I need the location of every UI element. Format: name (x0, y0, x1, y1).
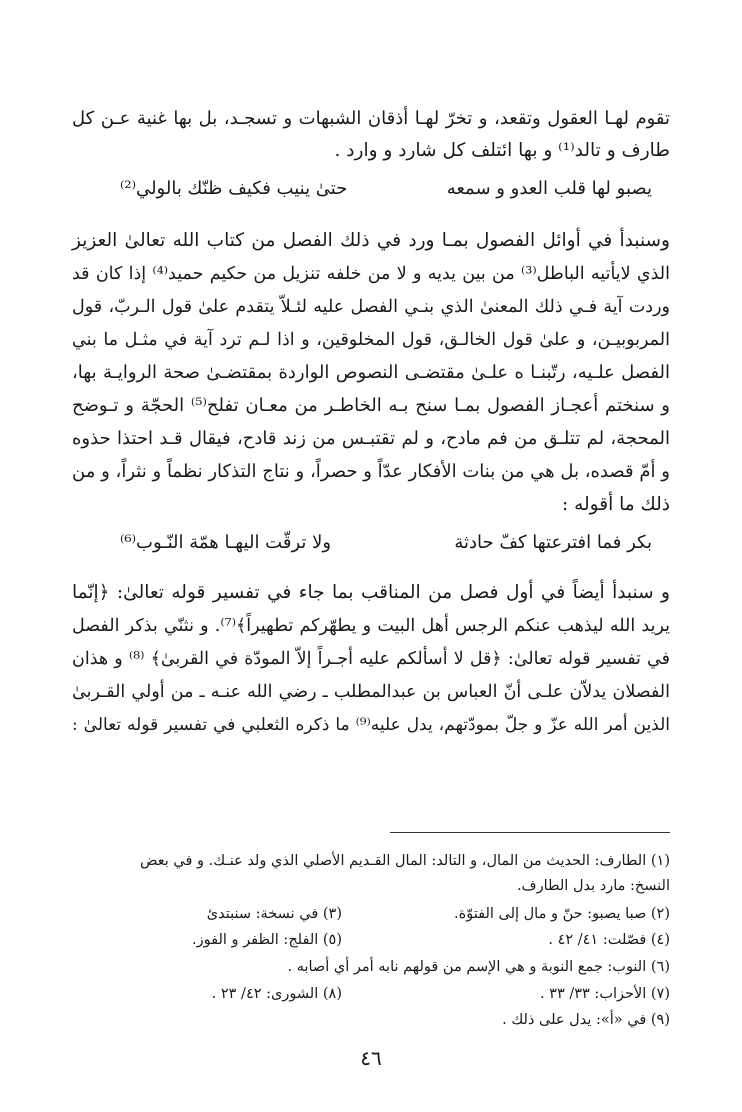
body-line: الفصلان يدلاّن علـى أنّ العباس بن عبدالمطلب ـ رضي الله عنـه ـ من أولي القـربىٰ (72, 682, 670, 702)
footnote-9: (٩) في «أ»: يدل على ذلك . (502, 1012, 670, 1028)
footnote-8: (٨) الشورى: ٤٢/ ٢٣ . (211, 986, 342, 1002)
body-line: المربوبيـن، و علىٰ قول الخالـق، قول المخلوقين، و اذا لـم ترد آية في مثـل ما بني (72, 330, 670, 350)
verse-2-hemistich-right: بكر فما افترعتها كفّ حادثة (454, 532, 652, 553)
body-line: المحجة، لم تتلـق من فم مادح، و لم تقتبـس من زند قادح، فيقال قـد احتذا حذوه (72, 428, 670, 449)
body-line: وسنبدأ في أوائل الفصول بمـا ورد في ذلك الفصل من كتاب الله تعالىٰ العزيز (72, 230, 670, 251)
footnote-5: (٥) الفلج: الظفر و الفوز. (192, 932, 342, 948)
footnote-6: (٦) النوب: جمع النوبة و هي الإسم من قولهم نابه أمر أي أصابه . (287, 959, 670, 975)
verse-1-hemistich-left: حتىٰ ينيب فكيف ظنّك بالولي⁽²⁾ (120, 178, 348, 199)
page-number: ٤٦ (360, 1046, 382, 1070)
footnote-4: (٤) فصّلت: ٤١/ ٤٢ . (548, 932, 670, 948)
footnote-2: (٢) صبا يصبو: حنّ و مال إلى الفتوّة. (454, 906, 670, 922)
verse-2-hemistich-left: ولا ترقّت اليهـا همّة النّـوب⁽⁶⁾ (120, 532, 332, 553)
body-line: في تفسير قوله تعالىٰ: ﴿قل لا أسألكم عليه أجـراً إلاّ المودّة في القربىٰ﴾ ⁽⁸⁾ و هذان (72, 649, 670, 669)
body-line: طارف و تالد⁽¹⁾ و بها ائتلف كل شارد و وارد . (334, 140, 670, 161)
body-line: الذين أمر الله عزّ و جلّ بمودّتهم، يدل عليه⁽⁹⁾ ما ذكره الثعلبي في تفسير قوله تعالىٰ : (72, 715, 670, 735)
body-line: الذي لايأتيه الباطل⁽³⁾ من بين يديه و لا من خلفه تنزيل من حكيم حميد⁽⁴⁾ إذا كان قد (72, 264, 670, 284)
body-line: تقوم لهـا العقول وتقعد، و تخرّ لهـا أذقان الشبهات و تسجـد، بل بها غنية عـن كل (72, 108, 670, 129)
footnote-1: (١) الطارف: الحديث من المال، و التالد: المال القـديم الأصلي الذي ولد عنـك. و في بعض (139, 853, 670, 869)
footnote-separator (390, 832, 670, 833)
body-line: ذلك ما أقوله : (562, 494, 670, 515)
footnote-3: (٣) في نسخة: سنبتدئ (206, 906, 342, 922)
body-line: الفصل علـيه، رتّبنـا ه علـىٰ مقتضـى النصوص الواردة بمقتضـىٰ صحة الروايـة بها، (72, 362, 670, 383)
body-line: و سنختم أعجـاز الفصول بمـا سنح بـه الخاطـر من معـان تفلح⁽⁵⁾ الحجّة و تـوضح (72, 395, 670, 416)
body-line: يريد الله ليذهب عنكم الرجس أهل البيت و يطهّركم تطهيراً﴾⁽⁷⁾. و نثنّي بذكر الفصل (72, 616, 670, 636)
footnote-7: (٧) الأحزاب: ٣٣/ ٣٣ . (539, 986, 670, 1002)
body-line: و أمّ قصده، بل هي من بنات الأفكار عدّاً و حصراً، و نتاج التذكار نظماً و نثراً، و من (72, 461, 670, 482)
footnote-1-cont: النسخ: مارد بدل الطارف. (516, 878, 670, 894)
body-line: و سنبدأ أيضاً في أول فصل من المناقب بما جاء في تفسير قوله تعالىٰ: ﴿إنّما (72, 582, 670, 603)
verse-1-hemistich-right: يصبو لها قلب العدو و سمعه (446, 178, 652, 199)
body-line: وردت آية فـي ذلك المعنىٰ الذي بنـي الفصل عليه لئـلاّ يتقدم علىٰ قول الـربّ، قول (72, 297, 670, 317)
